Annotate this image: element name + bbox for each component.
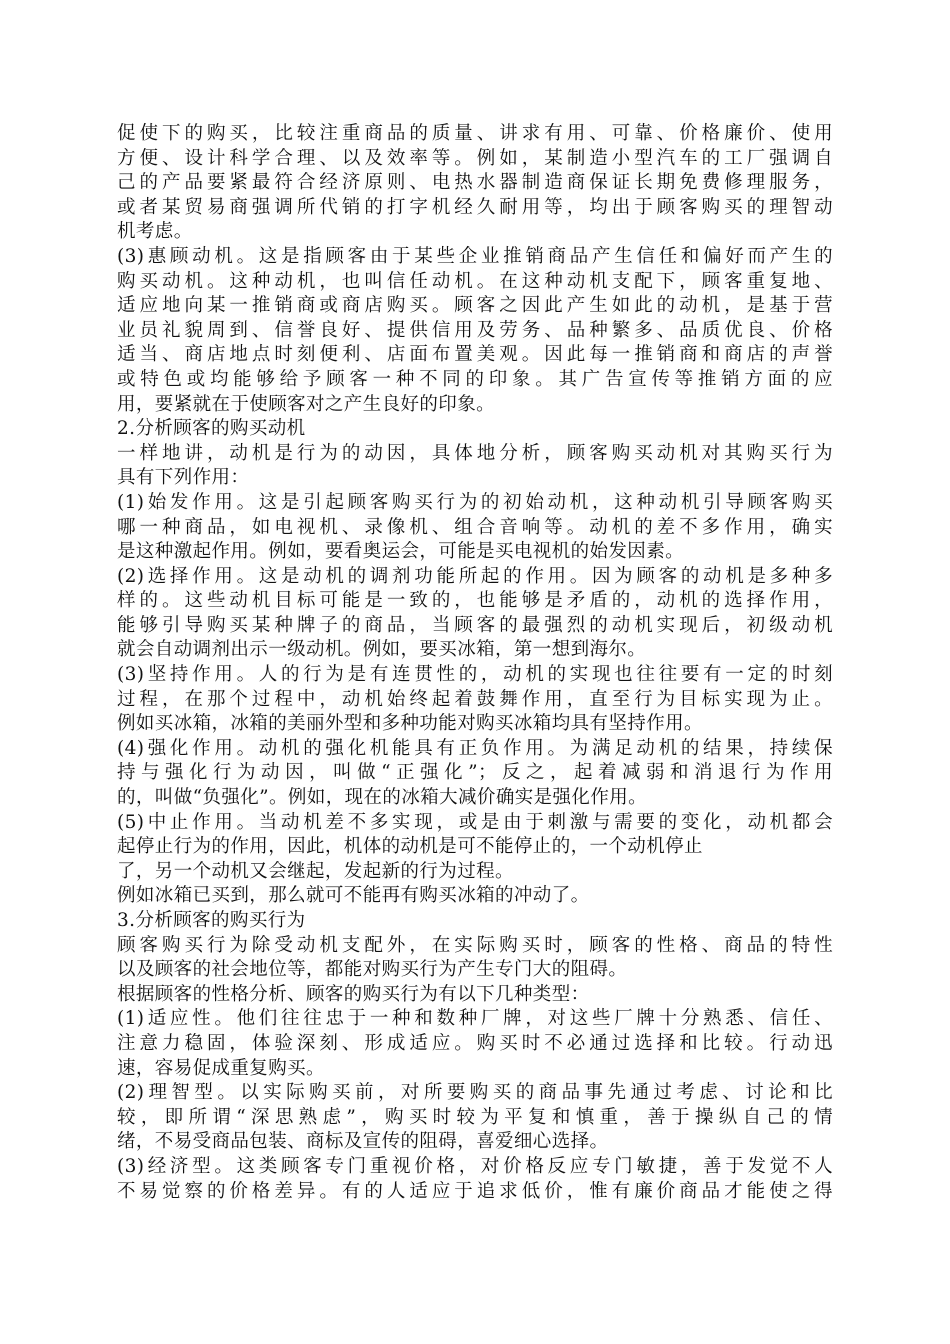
text-line: 了，另一个动机又会继起，发起新的行为过程。 — [117, 860, 514, 882]
text-line: 或特色或均能够给予顾客一种不同的印象。其广告宣传等推销方面的应 — [117, 368, 833, 390]
text-line: 机考虑。 — [117, 221, 193, 243]
text-line: 注意力稳固，体验深刻、形成适应。购买时不必通过选择和比较。行动迅 — [117, 1032, 833, 1054]
text-line: 是这种激起作用。例如，要看奥运会，可能是买电视机的始发因素。 — [117, 541, 685, 563]
text-line: (3)惠顾动机。这是指顾客由于某些企业推销商品产生信任和偏好而产生的 — [117, 245, 833, 267]
section-heading: 2.分析顾客的购买动机 — [117, 418, 306, 440]
text-line: (2)理智型。以实际购买前，对所要购买的商品事先通过考虑、讨论和比 — [117, 1082, 833, 1104]
text-line: 根据顾客的性格分析、顾客的购买行为有以下几种类型： — [117, 983, 590, 1005]
text-line: 绪，不易受商品包装、商标及宣传的阻碍，喜爱细心选择。 — [117, 1131, 609, 1153]
text-line: 以及顾客的社会地位等，都能对购买行为产生专门大的阻碍。 — [117, 959, 628, 981]
text-line: 或者某贸易商强调所代销的打字机经久耐用等，均出于顾客购买的理智动 — [117, 196, 833, 218]
section-heading: 3.分析顾客的购买行为 — [117, 910, 306, 931]
text-line: (3)坚持作用。人的行为是有连贯性的，动机的实现也往往要有一定的时刻 — [117, 664, 833, 686]
text-line: 速，容易促成重复购买。 — [117, 1057, 325, 1079]
document-body — [117, 122, 833, 1204]
text-line: (4)强化作用。动机的强化机能具有正负作用。为满足动机的结果，持续保 — [117, 737, 833, 759]
text-line: 不易觉察的价格差异。有的人适应于追求低价，惟有廉价商品才能使之得 — [117, 1180, 833, 1202]
text-line: 例如买冰箱，冰箱的美丽外型和多种功能对购买冰箱均具有坚持作用。 — [117, 713, 703, 735]
text-line: 己的产品要紧最符合经济原则、电热水器制造商保证长期免费修理服务， — [117, 172, 833, 194]
text-line: (1)始发作用。这是引起顾客购买行为的初始动机，这种动机引导顾客购买 — [117, 491, 833, 513]
text-line: 哪一种商品，如电视机、录像机、组合音响等。动机的差不多作用，确实 — [117, 516, 833, 538]
text-line: 促使下的购买，比较注重商品的质量、讲求有用、可靠、价格廉价、使用 — [117, 123, 833, 144]
text-line: 就会自动调剂出示一级动机。例如，要买冰箱，第一想到海尔。 — [117, 639, 647, 661]
text-line: 样的。这些动机目标可能是一致的，也能够是矛盾的，动机的选择作用， — [117, 590, 833, 612]
text-line: (3)经济型。这类顾客专门重视价格，对价格反应专门敏捷，善于发觉不人 — [117, 1155, 833, 1177]
text-line: 持与强化行为动因，叫做“正强化”；反之，起着减弱和消退行为作用 — [117, 762, 833, 784]
text-line: 具有下列作用： — [117, 467, 250, 489]
text-line: 较，即所谓“深思熟虑”，购买时较为平复和慎重，善于操纵自己的情 — [117, 1106, 833, 1128]
text-line: 适应地向某一推销商或商店购买。顾客之因此产生如此的动机，是基于营 — [117, 295, 833, 317]
text-line: 顾客购买行为除受动机支配外，在实际购买时，顾客的性格、商品的特性 — [117, 934, 833, 956]
text-line: 起停止行为的作用，因此，机体的动机是可不能停止的，一个动机停止 — [117, 836, 703, 858]
text-line: (1)适应性。他们往往忠于一种和数种厂牌，对这些厂牌十分熟悉、信任、 — [117, 1008, 833, 1030]
text-line: 例如冰箱已买到，那么就可不能再有购买冰箱的冲动了。 — [117, 885, 590, 907]
text-line: 的，叫做“负强化”。例如，现在的冰箱大减价确实是强化作用。 — [117, 787, 648, 809]
text-line: 一样地讲，动机是行为的动因，具体地分析，顾客购买动机对其购买行为 — [117, 442, 833, 464]
text-line: 业员礼貌周到、信誉良好、提供信用及劳务、品种繁多、品质优良、价格 — [117, 319, 833, 341]
text-line: 用，要紧就在于使顾客对之产生良好的印象。 — [117, 393, 496, 415]
text-line: 购买动机。这种动机，也叫信任动机。在这种动机支配下，顾客重复地、 — [117, 270, 833, 292]
text-line: 方便、设计科学合理、以及效率等。例如，某制造小型汽车的工厂强调自 — [117, 147, 833, 169]
text-line: 能够引导购买某种牌子的商品，当顾客的最强烈的动机实现后，初级动机 — [117, 614, 833, 636]
text-line: 适当、商店地点时刻便利、店面布置美观。因此每一推销商和商店的声誉 — [117, 344, 833, 366]
text-line: 过程，在那个过程中，动机始终起着鼓舞作用，直至行为目标实现为止。 — [117, 688, 833, 710]
text-line: (5)中止作用。当动机差不多实现，或是由于刺激与需要的变化，动机都会 — [117, 811, 833, 833]
text-line: (2)选择作用。这是动机的调剂功能所起的作用。因为顾客的动机是多种多 — [117, 565, 833, 587]
